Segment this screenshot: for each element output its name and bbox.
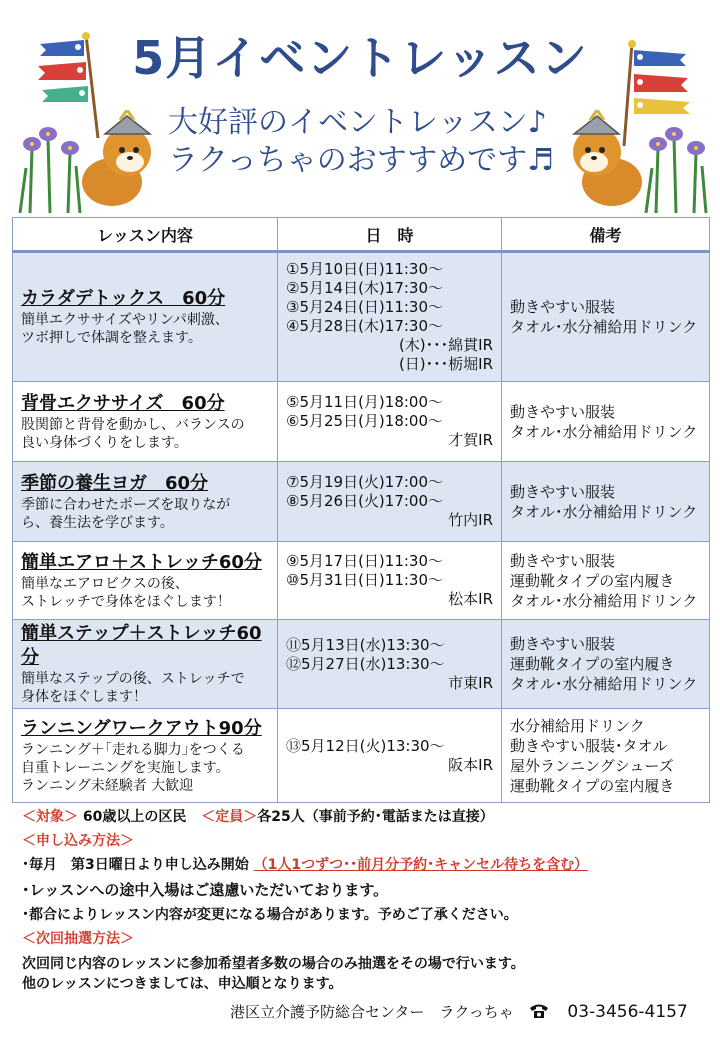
header-lesson-content: レッスン内容	[13, 218, 278, 252]
note-line: 動きやすい服装	[510, 551, 616, 570]
lesson-name: 季節の養生ヨガ 60分	[21, 472, 209, 494]
apply-line	[22, 854, 588, 874]
change-notice: ･都合によりレッスン内容が変更になる場合があります。予めご了承ください。	[22, 907, 518, 923]
note-line: 運動靴タイプの室内履き	[510, 776, 675, 795]
note-line: 動きやすい服装	[510, 635, 616, 653]
date-line: ①5月10日(日)11:30～	[286, 260, 444, 278]
apply-heading: ＜申し込み方法＞	[22, 833, 134, 849]
lottery-heading: ＜次回抽選方法＞	[22, 931, 134, 947]
instructor-line: 阪本IR	[448, 755, 493, 774]
table-row	[13, 542, 710, 620]
date-line: ②5月14日(木)17:30～	[286, 279, 444, 297]
note-line: 運動靴タイプの室内履き	[510, 655, 675, 673]
instructor-line: 市東IR	[448, 673, 493, 692]
datetime-cell	[278, 542, 502, 620]
instructor-line: 竹内IR	[448, 511, 493, 529]
footer-org: 港区立介護予防総合センター ラクっちゃ	[230, 1003, 514, 1021]
footer-tel: 03-3456-4157	[567, 1002, 688, 1022]
apply-note: （1人1つずつ･･前月分予約･キャンセル待ちを含む）	[253, 857, 589, 873]
note-line: 動きやすい服装	[510, 298, 616, 316]
target-capacity-line	[22, 806, 494, 826]
date-line: ④5月28日(木)17:30～	[286, 317, 444, 335]
note-line: タオル･水分補給用ドリンク	[510, 318, 698, 336]
lesson-cell	[13, 542, 278, 620]
header-notes: 備考	[502, 218, 710, 252]
note-line: 屋外ランニングシューズ	[510, 756, 674, 775]
datetime-cell	[278, 620, 502, 709]
lesson-name: 背骨エクササイズ 60分	[21, 392, 225, 414]
lottery-line-1: 次回同じ内容のレッスンに参加希望者多数の場合のみ抽選をその場で行います。	[22, 956, 525, 972]
date-line: ⑦5月19日(火)17:00～	[286, 473, 444, 491]
lesson-table	[12, 217, 710, 803]
table-row	[13, 252, 710, 382]
lesson-cell	[13, 462, 278, 542]
note-line: 水分補給用ドリンク	[510, 716, 645, 735]
date-line: ③5月24日(日)11:30～	[286, 298, 444, 316]
datetime-cell	[278, 382, 502, 462]
target-label: ＜対象＞	[22, 809, 78, 825]
notes-cell	[502, 620, 710, 709]
date-line: ⑬5月12日(火)13:30～	[286, 736, 445, 755]
table-row	[13, 382, 710, 462]
note-line: タオル･水分補給用ドリンク	[510, 675, 698, 693]
instructor-line: (木)･･･綿貫IR	[398, 336, 493, 354]
late-entry-notice: ･レッスンへの途中入場はご遠慮いただいております。	[22, 881, 389, 899]
date-line: ⑥5月25日(月)18:00～	[286, 412, 444, 430]
note-line: 動きやすい服装	[510, 482, 616, 501]
subtitle-line-1: 大好評のイベントレッスン♪	[168, 105, 547, 140]
table-row	[13, 709, 710, 803]
date-line: ⑩5月31日(日)11:30～	[286, 571, 444, 589]
date-line: ⑧5月26日(火)17:00～	[286, 492, 444, 510]
lesson-cell	[13, 620, 278, 709]
page-subtitle	[168, 104, 554, 180]
note-line: タオル･水分補給用ドリンク	[510, 422, 698, 441]
note-line: タオル･水分補給用ドリンク	[510, 591, 698, 610]
datetime-cell	[278, 252, 502, 382]
notes-cell	[502, 709, 710, 803]
shiba-dog-samurai-helmet-left-illustration	[72, 110, 162, 210]
telephone-icon	[529, 1003, 549, 1019]
notes-cell	[502, 382, 710, 462]
notes-cell	[502, 252, 710, 382]
datetime-cell	[278, 462, 502, 542]
notes-cell	[502, 462, 710, 542]
lesson-cell	[13, 709, 278, 803]
capacity-value: 各25人（事前予約･電話または直接）	[257, 809, 494, 825]
lesson-description: 季節に合わせたポーズを取りなが ら、養生法を学びます。	[21, 496, 231, 531]
notes-cell	[502, 542, 710, 620]
shiba-dog-samurai-helmet-right-illustration	[562, 110, 652, 210]
apply-text: ･毎月 第3日曜日より申し込み開始	[22, 857, 249, 873]
lesson-description: 簡単なステップの後、ストレッチで 身体をほぐします！	[21, 671, 245, 705]
lesson-name: 簡単エアロ＋ストレッチ60分	[21, 551, 262, 573]
note-line: 動きやすい服装	[510, 402, 616, 421]
note-line: 動きやすい服装･タオル	[510, 736, 668, 755]
capacity-label: ＜定員＞	[201, 809, 258, 825]
page-title: 5月イベントレッスン	[132, 31, 588, 85]
table-row	[13, 620, 710, 709]
lottery-line-2: 他のレッスンにつきましては、申込順となります。	[22, 976, 343, 992]
lesson-name: 簡単ステップ＋ストレッチ60分	[21, 623, 262, 668]
date-line: ⑫5月27日(水)13:30～	[286, 654, 445, 673]
lesson-description: 簡単なエアロビクスの後、 ストレッチで身体をほぐします！	[21, 575, 231, 610]
table-row	[13, 462, 710, 542]
date-line: ⑪5月13日(水)13:30～	[286, 635, 445, 654]
footer-contact	[230, 1001, 688, 1022]
lesson-description: 股関節と背骨を動かし、バランスの 良い身体づくりをします。	[21, 416, 245, 451]
subtitle-line-2: ラクっちゃのおすすめです♬	[168, 143, 554, 178]
note-line: タオル･水分補給用ドリンク	[510, 502, 698, 521]
instructor-line: (日)･･･栃堀IR	[398, 355, 493, 373]
header-datetime: 日 時	[278, 218, 502, 252]
datetime-cell	[278, 709, 502, 803]
table-header-row	[13, 218, 710, 252]
lesson-description: ランニング＋｢走れる脚力｣をつくる 自重トレーニングを実施します。 ランニング未経験者 大歓迎	[21, 741, 245, 794]
instructor-line: 才賀IR	[448, 431, 493, 449]
date-line: ⑤5月11日(月)18:00～	[286, 393, 444, 411]
lesson-cell	[13, 252, 278, 382]
note-line: 運動靴タイプの室内履き	[510, 571, 675, 590]
instructor-line: 松本IR	[448, 590, 493, 608]
lesson-name: ランニングワークアウト90分	[21, 717, 262, 739]
lesson-description: 簡単エクササイズやリンパ刺激、 ツボ押しで体調を整えます。	[21, 312, 229, 346]
date-line: ⑨5月17日(日)11:30～	[286, 552, 444, 570]
target-value: 60歳以上の区民	[82, 809, 187, 825]
lesson-name: カラダデトックス 60分	[21, 288, 226, 309]
lesson-cell	[13, 382, 278, 462]
